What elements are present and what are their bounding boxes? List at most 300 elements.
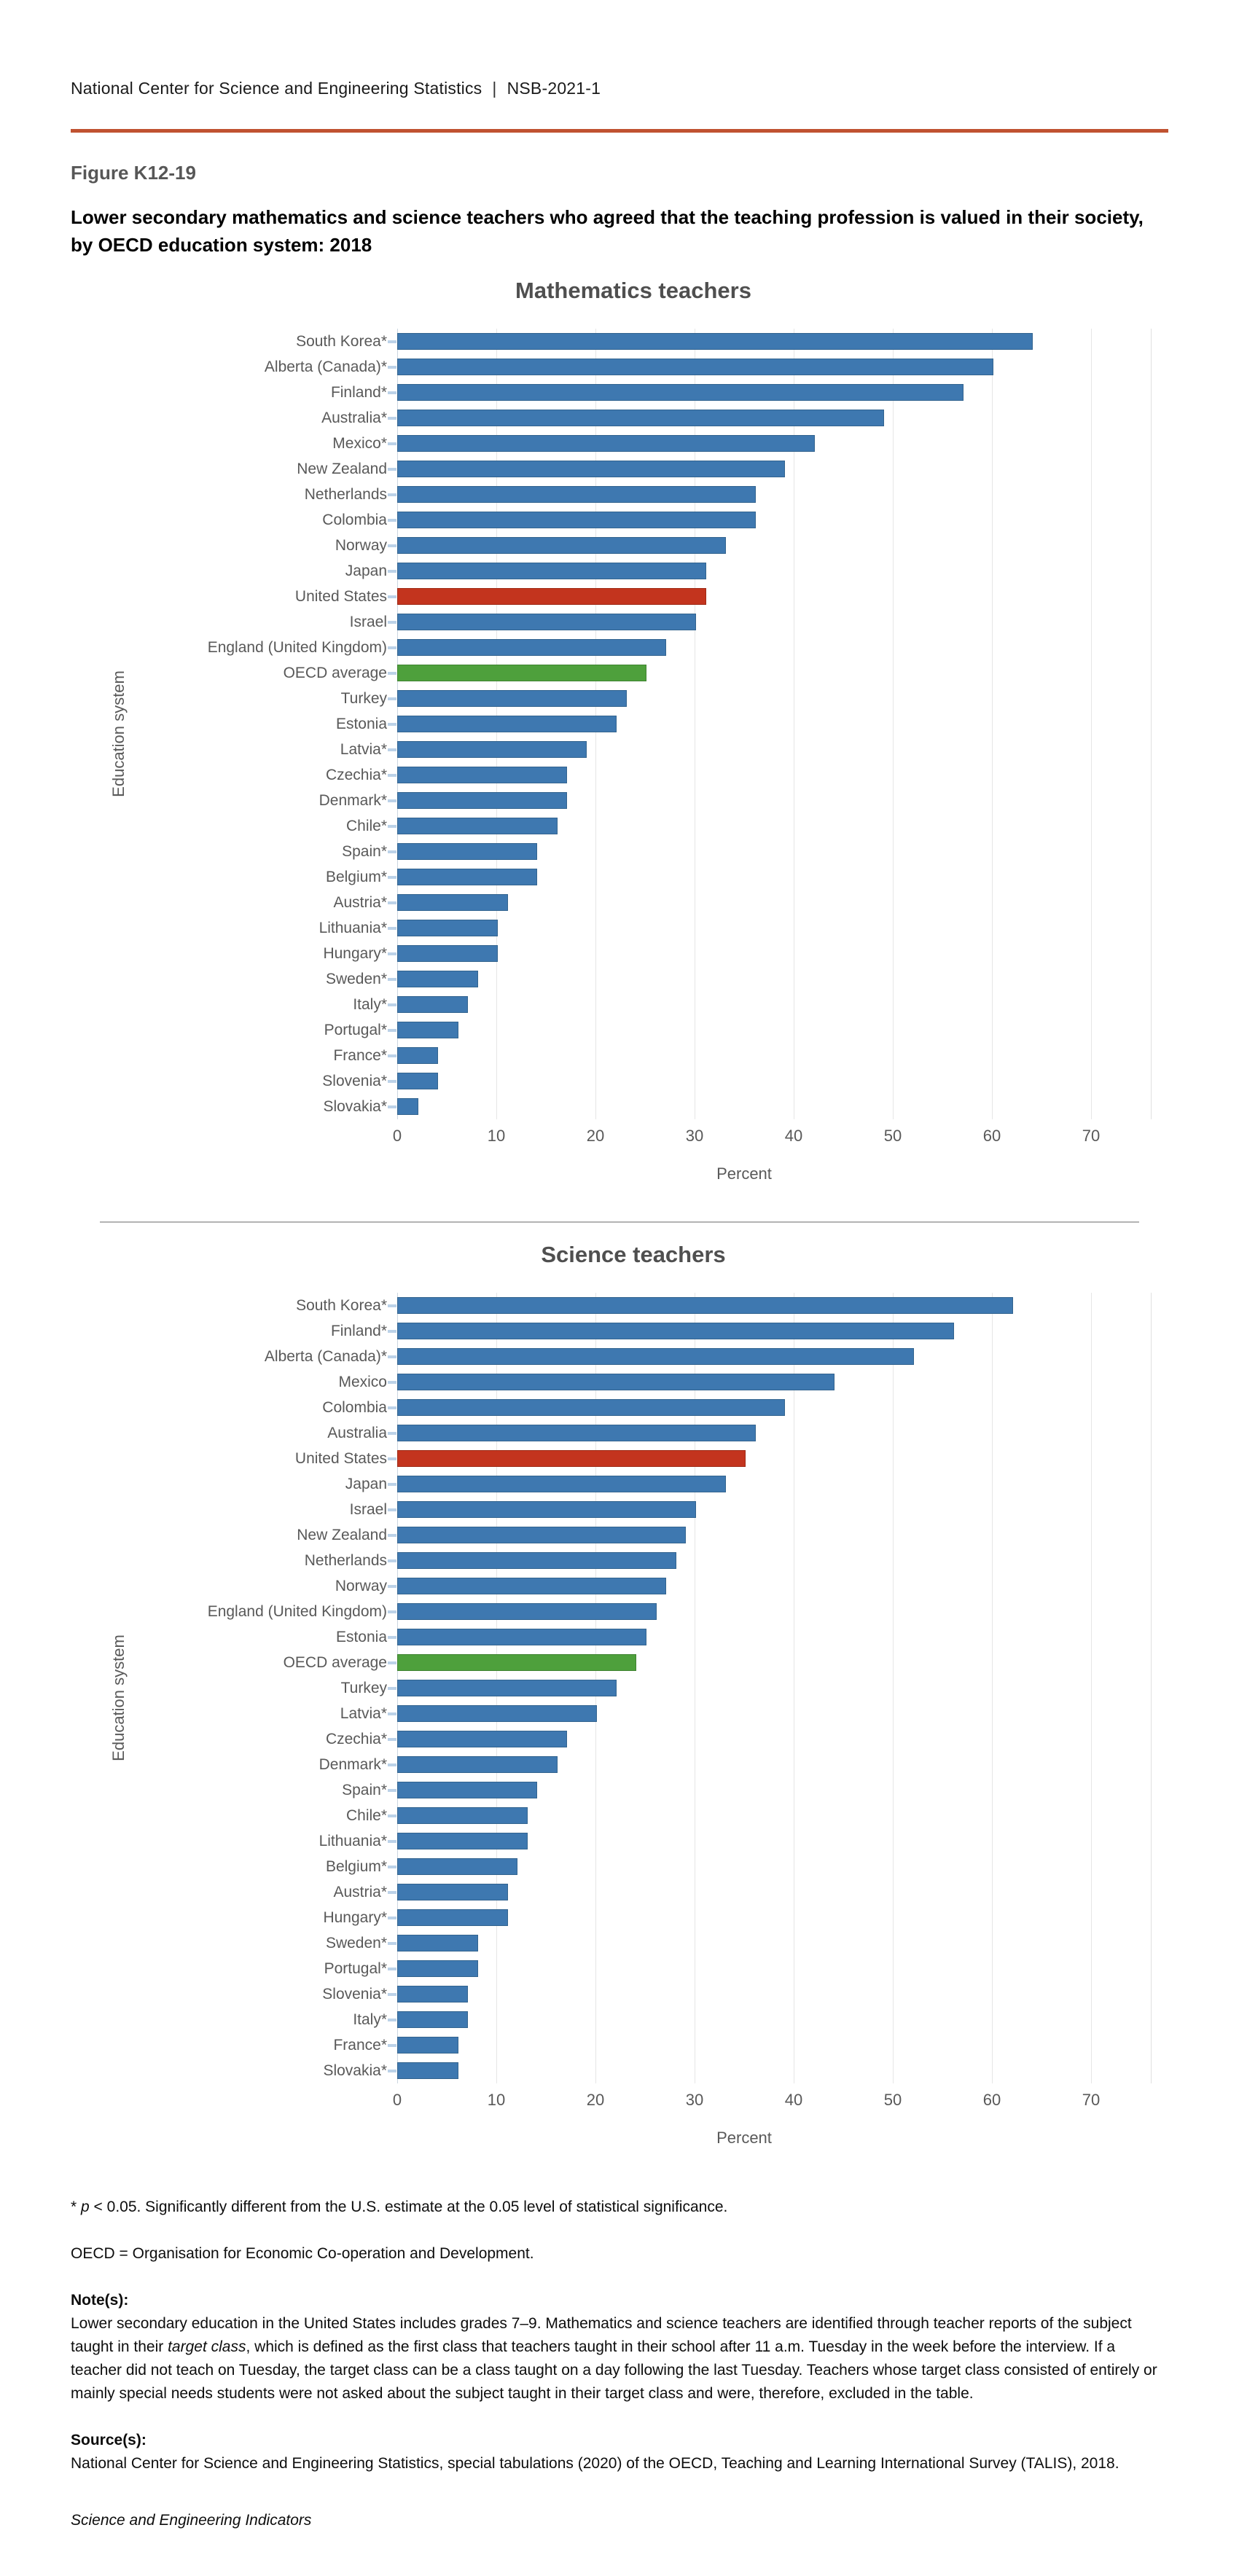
x-tick-label-50: 50 [883,2091,902,2109]
chart-title-science: Science teachers [541,1242,726,1267]
category-tick [388,1054,396,1057]
bar-area [397,329,1151,354]
category-tick [388,340,396,343]
category-label-czechia: Czechia* [325,766,387,783]
category-label-england-united-kingdom: England (United Kingdom) [207,638,387,656]
category-tick [388,1029,396,1032]
category-tick [388,1661,396,1664]
category-label-united-states: United States [294,587,387,605]
category-label-finland: Finland* [330,383,387,401]
category-tick [388,1942,396,1945]
bar-row-netherlands [304,482,1168,507]
category-tick [388,1355,396,1358]
bar-area [397,1369,1151,1395]
category-tick [388,1687,396,1690]
category-tick [388,468,396,471]
x-tick-label-60: 60 [982,2091,1001,2109]
bar-row-finland [330,380,1168,405]
bar-colombia [397,1399,785,1416]
category-label-south-korea: South Korea* [296,332,387,350]
bar-row-portugal [324,1956,1168,1981]
category-label-chile: Chile* [345,1806,387,1824]
chart-mathematics [98,278,1168,1183]
category-tick [388,1610,396,1613]
bar-row-lithuania [318,915,1168,941]
category-label-belgium: Belgium* [325,868,387,885]
chart-body [98,329,1168,1119]
bar-area [397,1094,1151,1119]
bar-area [397,2032,1151,2058]
bar-area [397,431,1151,456]
bar-rows [207,329,1168,1119]
x-tick-label-50: 50 [883,1127,902,1145]
notes-label: Note(s): [71,2292,129,2309]
bar-area [397,558,1151,584]
bar-denmark [397,1756,558,1773]
category-tick [388,1080,396,1083]
bar-row-oecd-average [283,1650,1168,1675]
category-tick [388,1891,396,1894]
bar-australia [397,1425,756,1441]
bar-row-england-united-kingdom [207,1599,1168,1624]
category-label-slovakia: Slovakia* [323,2062,387,2079]
bar-portugal [397,1960,478,1977]
x-tick-label-70: 70 [1082,1127,1101,1145]
bar-south-korea [397,333,1033,350]
category-label-turkey: Turkey [340,689,387,707]
category-tick [388,1814,396,1817]
bar-mexico [397,435,815,452]
target-class-term: target class [168,2338,246,2355]
bar-area [397,1956,1151,1981]
bar-latvia [397,741,587,758]
category-label-austria: Austria* [333,893,387,911]
bar-row-latvia [340,1701,1168,1726]
figure-title: Lower secondary mathematics and science teachers who agreed that the teaching profession is valued in their society, by OECD education system: 2018 [71,206,1144,256]
category-label-denmark: Denmark* [318,791,387,809]
bar-france [397,2037,458,2054]
bar-spain [397,1782,537,1798]
category-label-finland: Finland* [330,1322,387,1339]
category-tick [388,595,396,598]
bar-row-oecd-average [283,660,1168,686]
category-label-alberta-canada: Alberta (Canada)* [264,1347,387,1365]
category-tick [388,1105,396,1108]
bar-turkey [397,690,627,707]
x-axis [392,1127,1151,1148]
category-label-france: France* [333,2036,387,2054]
category-tick [388,621,396,624]
report-code: NSB-2021-1 [507,79,601,98]
bar-area [397,1854,1151,1879]
bar-area [397,1420,1151,1446]
category-tick [388,774,396,777]
category-tick [388,493,396,496]
bar-israel [397,614,696,630]
category-tick [388,2044,396,2047]
bar-row-new-zealand [297,1522,1168,1548]
bar-area [397,788,1151,813]
bar-united-states [397,588,706,605]
x-tick-label-0: 0 [392,2091,402,2109]
bar-row-colombia [322,507,1168,533]
category-tick [388,723,396,726]
bar-row-south-korea [296,1293,1168,1318]
bar-australia [397,410,884,426]
x-axis-label: Percent [716,2129,772,2147]
category-tick [388,391,396,394]
category-tick [388,1917,396,1919]
bar-area [397,1803,1151,1828]
category-label-norway: Norway [335,1577,387,1594]
bar-sweden [397,1935,478,1951]
category-label-spain: Spain* [342,1781,387,1798]
bar-france [397,1047,438,1064]
x-axis-label: Percent [716,1164,772,1183]
bar-row-austria [333,890,1168,915]
bar-oecd-average [397,1654,636,1671]
category-tick [388,697,396,700]
bar-mexico [397,1374,835,1390]
category-tick [388,1457,396,1460]
bar-row-alberta-canada [264,354,1168,380]
bar-slovenia [397,1986,468,2003]
bar-portugal [397,1022,458,1038]
category-label-latvia: Latvia* [340,740,387,758]
bar-chile [397,818,558,834]
bar-italy [397,996,468,1013]
bar-area [397,1017,1151,1043]
category-tick [388,1968,396,1970]
category-label-new-zealand: New Zealand [297,1526,387,1543]
bar-norway [397,537,726,554]
bar-area [397,1752,1151,1777]
chart-body [98,1293,1168,2083]
x-tick-label-60: 60 [982,1127,1001,1145]
bar-row-slovenia [322,1981,1168,2007]
category-tick [388,672,396,675]
bar-area [397,354,1151,380]
category-tick [388,544,396,547]
category-tick [388,1789,396,1792]
category-label-chile: Chile* [345,817,387,834]
x-tick-label-20: 20 [586,1127,605,1145]
bar-row-slovenia [322,1068,1168,1094]
bar-england-united-kingdom [397,1603,657,1620]
category-tick [388,952,396,955]
bar-japan [397,563,706,579]
category-label-england-united-kingdom: England (United Kingdom) [207,1602,387,1620]
bar-row-spain [342,839,1168,864]
category-label-slovenia: Slovenia* [322,1985,387,2003]
bar-england-united-kingdom [397,639,666,656]
category-label-france: France* [333,1046,387,1064]
bar-area [397,1726,1151,1752]
category-label-hungary: Hungary* [323,1908,387,1926]
x-tick-label-30: 30 [685,1127,704,1145]
x-axis [392,2091,1151,2113]
category-label-oecd-average: OECD average [283,664,387,681]
category-label-denmark: Denmark* [318,1755,387,1773]
bar-row-lithuania [318,1828,1168,1854]
bar-colombia [397,512,756,528]
category-tick [388,646,396,649]
category-tick [388,1636,396,1639]
category-label-mexico: Mexico [338,1373,387,1390]
bar-area [397,405,1151,431]
bar-austria [397,894,508,911]
bar-row-denmark [318,788,1168,813]
bar-lithuania [397,1833,528,1849]
bar-row-hungary [323,1905,1168,1930]
bar-row-slovakia [323,2058,1168,2083]
bar-latvia [397,1705,597,1722]
category-label-italy: Italy* [353,995,387,1013]
bar-area [397,1043,1151,1068]
category-tick [388,570,396,573]
bar-row-netherlands [304,1548,1168,1573]
category-label-hungary: Hungary* [323,944,387,962]
bar-denmark [397,792,567,809]
bar-row-slovakia [323,1094,1168,1119]
bar-row-sweden [325,966,1168,992]
category-tick [388,901,396,904]
bar-area [397,1293,1151,1318]
category-label-mexico: Mexico* [332,434,387,452]
bar-slovakia [397,1098,418,1115]
category-tick [388,1738,396,1741]
bar-row-mexico [332,431,1168,456]
bar-rows [207,1293,1168,2083]
bar-row-czechia [325,1726,1168,1752]
header-brandline [71,79,1168,98]
category-tick [388,748,396,751]
bar-area [397,737,1151,762]
category-tick [388,1003,396,1006]
bar-area [397,1573,1151,1599]
footnotes [71,2196,1168,2532]
category-label-spain: Spain* [342,842,387,860]
oecd-definition: OECD = Organisation for Economic Co-operation and Development. [71,2245,534,2262]
bar-area [397,1068,1151,1094]
bar-area [397,890,1151,915]
bar-united-states [397,1450,746,1467]
bar-area [397,533,1151,558]
x-tick-label-10: 10 [487,1127,506,1145]
category-tick [388,1866,396,1868]
bar-area [397,966,1151,992]
bar-row-france [333,2032,1168,2058]
category-tick [388,1763,396,1766]
x-tick-label-0: 0 [392,1127,402,1145]
category-label-australia: Australia [327,1424,387,1441]
bar-row-new-zealand [297,456,1168,482]
bar-area [397,1599,1151,1624]
category-label-italy: Italy* [353,2011,387,2028]
category-label-portugal: Portugal* [324,1021,387,1038]
bar-area [397,1318,1151,1344]
bar-row-italy [353,2007,1168,2032]
bar-area [397,762,1151,788]
bar-row-mexico [338,1369,1168,1395]
category-tick [388,1534,396,1537]
category-tick [388,417,396,420]
bar-norway [397,1578,666,1594]
x-tick-label-40: 40 [784,2091,803,2109]
bar-row-turkey [340,686,1168,711]
bar-area [397,1624,1151,1650]
category-label-south-korea: South Korea* [296,1296,387,1314]
category-label-australia: Australia* [321,409,387,426]
significance-note: * p < 0.05. Significantly different from the U.S. estimate at the 0.05 level of statistical significance. [71,2199,728,2215]
x-tick-label-70: 70 [1082,2091,1101,2109]
bar-row-japan [345,1471,1168,1497]
bar-hungary [397,945,498,962]
bar-row-portugal [324,1017,1168,1043]
bar-row-norway [335,1573,1168,1599]
bar-estonia [397,716,617,732]
bar-row-estonia [335,711,1168,737]
agency-name: National Center for Science and Engineering Statistics [71,79,482,98]
category-label-lithuania: Lithuania* [318,1832,387,1849]
header-separator: | [492,79,497,98]
category-label-slovakia: Slovakia* [323,1097,387,1115]
bar-area [397,609,1151,635]
sources-label: Source(s): [71,2432,146,2448]
category-label-estonia: Estonia [335,1628,387,1645]
bar-row-hungary [323,941,1168,966]
bar-area [397,686,1151,711]
bar-oecd-average [397,665,646,681]
bar-area [397,635,1151,660]
bar-area [397,1879,1151,1905]
category-label-estonia: Estonia [335,715,387,732]
category-label-colombia: Colombia [322,1398,387,1416]
category-label-sweden: Sweden* [325,1934,387,1951]
notes-block [71,2289,1168,2405]
bar-austria [397,1884,508,1900]
chart-science [98,1242,1168,2148]
bar-alberta-canada [397,359,993,375]
bar-area [397,1446,1151,1471]
bar-row-alberta-canada [264,1344,1168,1369]
x-tick-label-20: 20 [586,2091,605,2109]
bar-area [397,1395,1151,1420]
category-label-norway: Norway [335,536,387,554]
bar-row-chile [345,813,1168,839]
bar-chile [397,1807,528,1824]
category-label-israel: Israel [349,613,387,630]
category-tick [388,519,396,522]
bar-row-denmark [318,1752,1168,1777]
bar-row-belgium [325,1854,1168,1879]
bar-area [397,711,1151,737]
bar-row-finland [330,1318,1168,1344]
category-label-new-zealand: New Zealand [297,460,387,477]
bar-row-turkey [340,1675,1168,1701]
category-tick [388,366,396,369]
bar-slovakia [397,2062,458,2079]
bar-row-latvia [340,737,1168,762]
category-label-japan: Japan [345,1475,387,1492]
bar-alberta-canada [397,1348,914,1365]
category-label-slovenia: Slovenia* [322,1072,387,1089]
bar-area [397,992,1151,1017]
bar-area [397,864,1151,890]
category-tick [388,825,396,828]
category-label-israel: Israel [349,1500,387,1518]
bar-hungary [397,1909,508,1926]
bar-area [397,1522,1151,1548]
category-tick [388,978,396,981]
bar-japan [397,1476,726,1492]
chart-divider [100,1221,1139,1223]
category-tick [388,876,396,879]
bar-area [397,1548,1151,1573]
bar-sweden [397,971,478,987]
bar-netherlands [397,1552,676,1569]
bar-row-france [333,1043,1168,1068]
bar-row-israel [349,1497,1168,1522]
bar-area [397,1905,1151,1930]
bar-row-united-states [294,1446,1168,1471]
bar-lithuania [397,920,498,936]
x-tick-label-10: 10 [487,2091,506,2109]
category-label-portugal: Portugal* [324,1960,387,1977]
category-tick [388,799,396,802]
bar-area [397,1828,1151,1854]
bar-area [397,1344,1151,1369]
bar-area [397,1701,1151,1726]
bar-row-colombia [322,1395,1168,1420]
category-label-austria: Austria* [333,1883,387,1900]
figure-number: Figure K12-19 [71,162,196,184]
bar-area [397,380,1151,405]
bar-row-spain [342,1777,1168,1803]
bar-area [397,584,1151,609]
bar-row-england-united-kingdom [207,635,1168,660]
category-label-japan: Japan [345,562,387,579]
bar-row-austria [333,1879,1168,1905]
category-label-sweden: Sweden* [325,970,387,987]
category-label-latvia: Latvia* [340,1704,387,1722]
bar-area [397,839,1151,864]
bar-area [397,1497,1151,1522]
bar-row-united-states [294,584,1168,609]
bar-finland [397,384,964,401]
bar-area [397,1930,1151,1956]
category-label-united-states: United States [294,1449,387,1467]
bar-row-norway [335,533,1168,558]
category-tick [388,1559,396,1562]
bar-italy [397,2011,468,2028]
bar-area [397,915,1151,941]
category-tick [388,927,396,930]
category-label-czechia: Czechia* [325,1730,387,1747]
category-label-turkey: Turkey [340,1679,387,1696]
bar-czechia [397,767,567,783]
bar-turkey [397,1680,617,1696]
bar-area [397,1471,1151,1497]
p-value-symbol: p [81,2199,90,2215]
x-tick-label-30: 30 [685,2091,704,2109]
bar-finland [397,1323,954,1339]
bar-area [397,1675,1151,1701]
bar-area [397,813,1151,839]
bar-row-czechia [325,762,1168,788]
category-tick [388,1585,396,1588]
category-label-alberta-canada: Alberta (Canada)* [264,358,387,375]
